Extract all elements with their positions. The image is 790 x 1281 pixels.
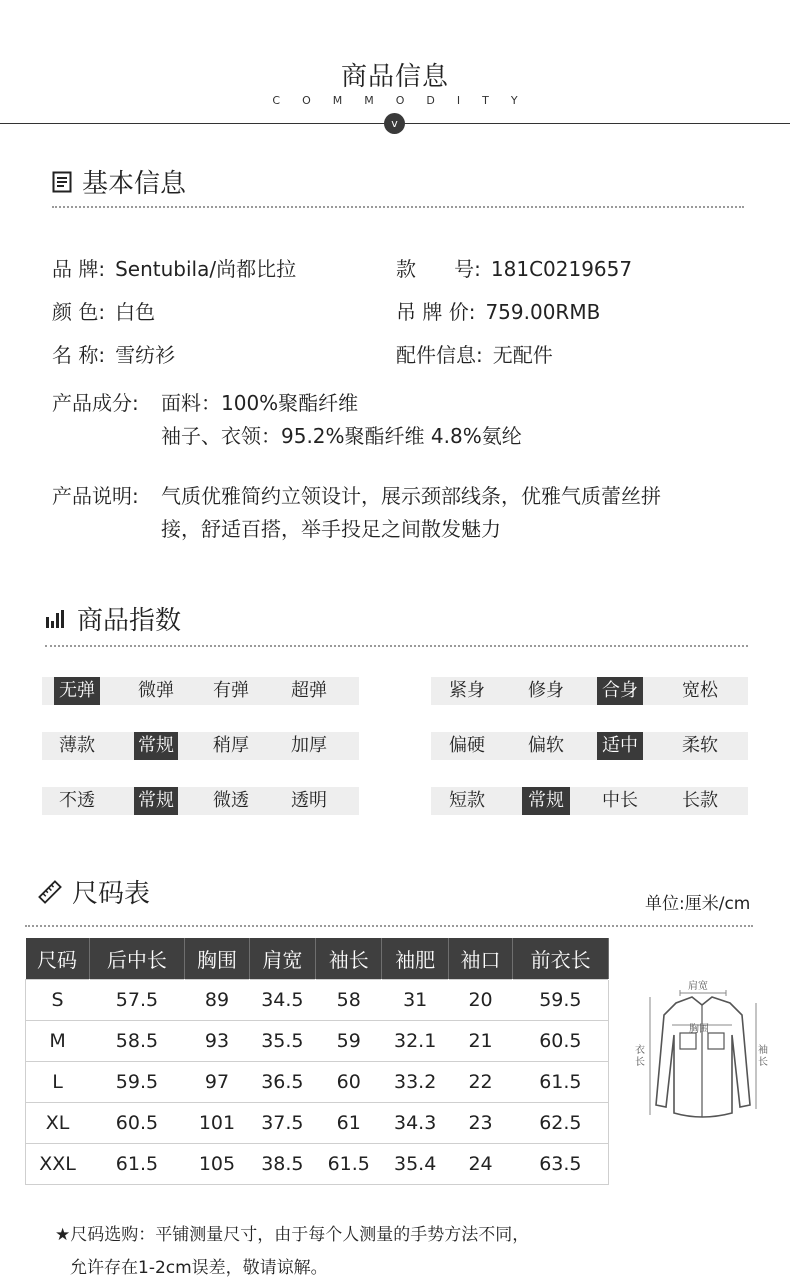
index-option: 常规 (522, 787, 570, 815)
table-cell: 101 (185, 1102, 249, 1143)
table-cell: 23 (448, 1102, 512, 1143)
shirt-illustration (632, 975, 772, 1135)
ruler-icon (38, 880, 62, 904)
bar-chart-icon (45, 609, 67, 629)
table-cell: 60 (316, 1061, 382, 1102)
table-cell: 61 (316, 1102, 382, 1143)
table-cell: M (26, 1020, 90, 1061)
product-index-title: 商品指数 (77, 606, 182, 636)
brand-row (52, 253, 296, 282)
brand-value: Sentubila/尚都比拉 (115, 257, 297, 281)
table-header: 胸围 (185, 938, 249, 979)
page-subtitle: COMMODITY (272, 94, 540, 107)
divider (45, 645, 748, 647)
index-option: 偏硬 (449, 735, 485, 756)
index-option: 适中 (597, 732, 643, 760)
composition-line-1: 面料：100%聚酯纤维 (161, 391, 359, 415)
table-cell: 35.5 (249, 1020, 315, 1061)
description-line-1: 气质优雅简约立领设计，展示颈部线条，优雅气质蕾丝拼 (161, 484, 661, 508)
sleeve-label: 袖长 (758, 1045, 768, 1068)
brand-label: 品 牌: (52, 257, 106, 281)
color-label: 颜 色: (52, 300, 106, 324)
table-row (26, 1143, 609, 1184)
table-header: 尺码 (26, 938, 90, 979)
index-option: 薄款 (59, 735, 95, 756)
table-cell: 35.4 (382, 1143, 448, 1184)
table-cell: 61.5 (89, 1143, 185, 1184)
index-option: 常规 (134, 732, 178, 760)
table-cell: 20 (448, 979, 512, 1020)
name-label: 名 称: (52, 343, 106, 367)
index-group (42, 677, 359, 705)
table-cell: 61.5 (513, 1061, 609, 1102)
accessory-value: 无配件 (492, 343, 553, 367)
index-option: 稍厚 (213, 735, 249, 756)
index-group (42, 787, 359, 815)
table-cell: S (26, 979, 90, 1020)
chest-label: 胸围 (689, 1024, 709, 1035)
table-row (26, 1020, 609, 1061)
index-option: 柔软 (682, 735, 718, 756)
index-option: 短款 (449, 790, 485, 811)
unit-label: 单位:厘米/cm (645, 894, 751, 914)
table-cell: 32.1 (382, 1020, 448, 1061)
index-option: 合身 (597, 677, 643, 705)
index-option: 偏软 (528, 735, 564, 756)
divider (52, 206, 744, 208)
size-chart-heading (38, 873, 150, 910)
index-option: 透明 (291, 790, 327, 811)
table-row (26, 1102, 609, 1143)
table-cell: 59.5 (89, 1061, 185, 1102)
table-cell: 34.5 (249, 979, 315, 1020)
description-label: 产品说明: (52, 484, 139, 508)
index-option: 有弹 (213, 680, 249, 701)
table-cell: 63.5 (513, 1143, 609, 1184)
index-group (431, 732, 748, 760)
table-cell: 21 (448, 1020, 512, 1061)
style-label: 款 号: (396, 257, 481, 281)
document-icon (52, 171, 72, 193)
shoulder-label: 肩宽 (688, 981, 708, 992)
name-value: 雪纺衫 (115, 343, 176, 367)
table-row (26, 979, 609, 1020)
price-label: 吊 牌 价: (396, 300, 476, 324)
index-group (431, 677, 748, 705)
size-table (25, 938, 609, 1185)
index-group (431, 787, 748, 815)
index-option: 微透 (213, 790, 249, 811)
index-option: 紧身 (449, 680, 485, 701)
index-option: 微弹 (138, 680, 174, 701)
table-cell: 105 (185, 1143, 249, 1184)
divider (25, 925, 753, 927)
table-cell: L (26, 1061, 90, 1102)
table-header: 袖口 (448, 938, 512, 979)
table-cell: XL (26, 1102, 90, 1143)
index-option: 不透 (59, 790, 95, 811)
index-option: 修身 (528, 680, 564, 701)
index-option: 无弹 (54, 677, 100, 705)
table-cell: 58.5 (89, 1020, 185, 1061)
price-row (396, 296, 600, 325)
table-cell: 97 (185, 1061, 249, 1102)
index-option: 常规 (134, 787, 178, 815)
basic-info-heading (52, 163, 186, 200)
composition-line-2: 袖子、衣领：95.2%聚酯纤维 4.8%氨纶 (161, 424, 522, 448)
basic-info-title: 基本信息 (82, 169, 187, 199)
table-header: 前衣长 (513, 938, 609, 979)
table-cell: 61.5 (316, 1143, 382, 1184)
table-cell: 58 (316, 979, 382, 1020)
composition-label: 产品成分: (52, 391, 139, 415)
index-option: 宽松 (682, 680, 718, 701)
table-cell: 89 (185, 979, 249, 1020)
size-chart-title: 尺码表 (72, 879, 151, 909)
accessory-row (396, 339, 553, 368)
table-cell: 22 (448, 1061, 512, 1102)
page-title: 商品信息 (340, 62, 449, 92)
color-row (52, 296, 155, 325)
table-cell: 59 (316, 1020, 382, 1061)
garment-diagram (632, 975, 772, 1135)
table-cell: 60.5 (513, 1020, 609, 1061)
table-header: 后中长 (89, 938, 185, 979)
table-header: 袖长 (316, 938, 382, 979)
table-cell: 33.2 (382, 1061, 448, 1102)
index-option: 超弹 (291, 680, 327, 701)
name-row (52, 339, 175, 368)
style-value: 181C0219657 (490, 257, 633, 281)
size-note-line-1: ★尺码选购：平铺测量尺寸，由于每个人测量的手势方法不同， (55, 1225, 530, 1245)
table-cell: 34.3 (382, 1102, 448, 1143)
index-option: 长款 (682, 790, 718, 811)
table-header: 肩宽 (249, 938, 315, 979)
color-value: 白色 (115, 300, 156, 324)
accessory-label: 配件信息: (396, 343, 483, 367)
table-cell: 38.5 (249, 1143, 315, 1184)
price-value: 759.00RMB (485, 300, 601, 324)
length-label: 衣长 (635, 1045, 645, 1068)
table-cell: 37.5 (249, 1102, 315, 1143)
table-cell: XXL (26, 1143, 90, 1184)
table-cell: 93 (185, 1020, 249, 1061)
index-group (42, 732, 359, 760)
description-line-2: 接，舒适百搭，举手投足之间散发魅力 (161, 517, 501, 541)
style-row (396, 253, 632, 282)
chevron-down-icon: v (384, 113, 405, 134)
table-row (26, 1061, 609, 1102)
index-option: 中长 (602, 790, 638, 811)
table-cell: 62.5 (513, 1102, 609, 1143)
table-cell: 60.5 (89, 1102, 185, 1143)
table-cell: 59.5 (513, 979, 609, 1020)
table-cell: 57.5 (89, 979, 185, 1020)
table-cell: 24 (448, 1143, 512, 1184)
table-cell: 31 (382, 979, 448, 1020)
table-cell: 36.5 (249, 1061, 315, 1102)
size-note-line-2: 允许存在1-2cm误差，敬请谅解。 (70, 1258, 328, 1278)
table-header: 袖肥 (382, 938, 448, 979)
index-option: 加厚 (291, 735, 327, 756)
product-index-heading (45, 600, 181, 637)
